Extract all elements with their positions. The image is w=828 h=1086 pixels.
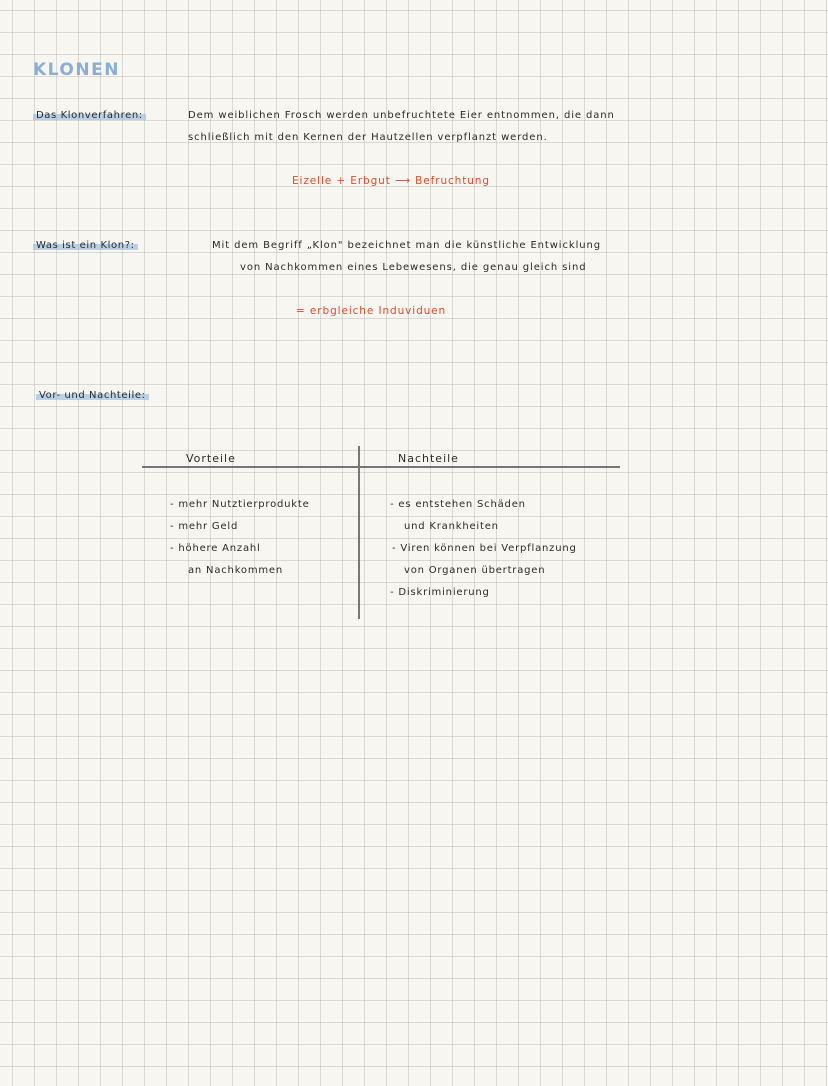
- vorteile-header: Vorteile: [186, 452, 236, 465]
- vor-nachteile-label-text: Vor- und Nachteile:: [36, 390, 149, 401]
- was-ist-klon-label-text: Was ist ein Klon?:: [33, 240, 138, 251]
- nachteile-item: - Diskriminierung: [390, 587, 490, 598]
- nachteile-header: Nachteile: [398, 452, 459, 465]
- was-ist-klon-text-line-2: von Nachkommen eines Lebewesens, die genau gleich sind: [240, 262, 587, 273]
- was-ist-klon-text-line-1: Mit dem Begriff „Klon" bezeichnet man die künstliche Entwicklung: [212, 240, 601, 251]
- klonverfahren-label: [33, 110, 146, 121]
- vorteile-item: an Nachkommen: [188, 565, 284, 576]
- nachteile-item: - es entstehen Schäden: [390, 499, 526, 510]
- was-ist-klon-label: [33, 240, 138, 251]
- nachteile-item: von Organen übertragen: [404, 565, 546, 576]
- vorteile-item: - mehr Nutztierprodukte: [170, 499, 310, 510]
- klonverfahren-text-line-2: schließlich mit den Kernen der Hautzellen verpflanzt werden.: [188, 132, 548, 143]
- klonverfahren-formula: Eizelle + Erbgut ⟶ Befruchtung: [292, 175, 490, 187]
- vor-nachteile-label: [36, 390, 149, 401]
- nachteile-item: - Viren können bei Verpflanzung: [392, 543, 577, 554]
- vorteile-item: - höhere Anzahl: [170, 543, 261, 554]
- table-horizontal-divider: [142, 466, 620, 468]
- nachteile-item: und Krankheiten: [404, 521, 499, 532]
- klonverfahren-text-line-1: Dem weiblichen Frosch werden unbefruchtete Eier entnommen, die dann: [188, 110, 615, 121]
- page-title: KLONEN: [33, 60, 120, 80]
- was-ist-klon-result: = erbgleiche Induviduen: [296, 305, 447, 317]
- vorteile-item: - mehr Geld: [170, 521, 239, 532]
- klonverfahren-label-text: Das Klonverfahren:: [33, 110, 146, 121]
- table-vertical-divider: [358, 446, 360, 619]
